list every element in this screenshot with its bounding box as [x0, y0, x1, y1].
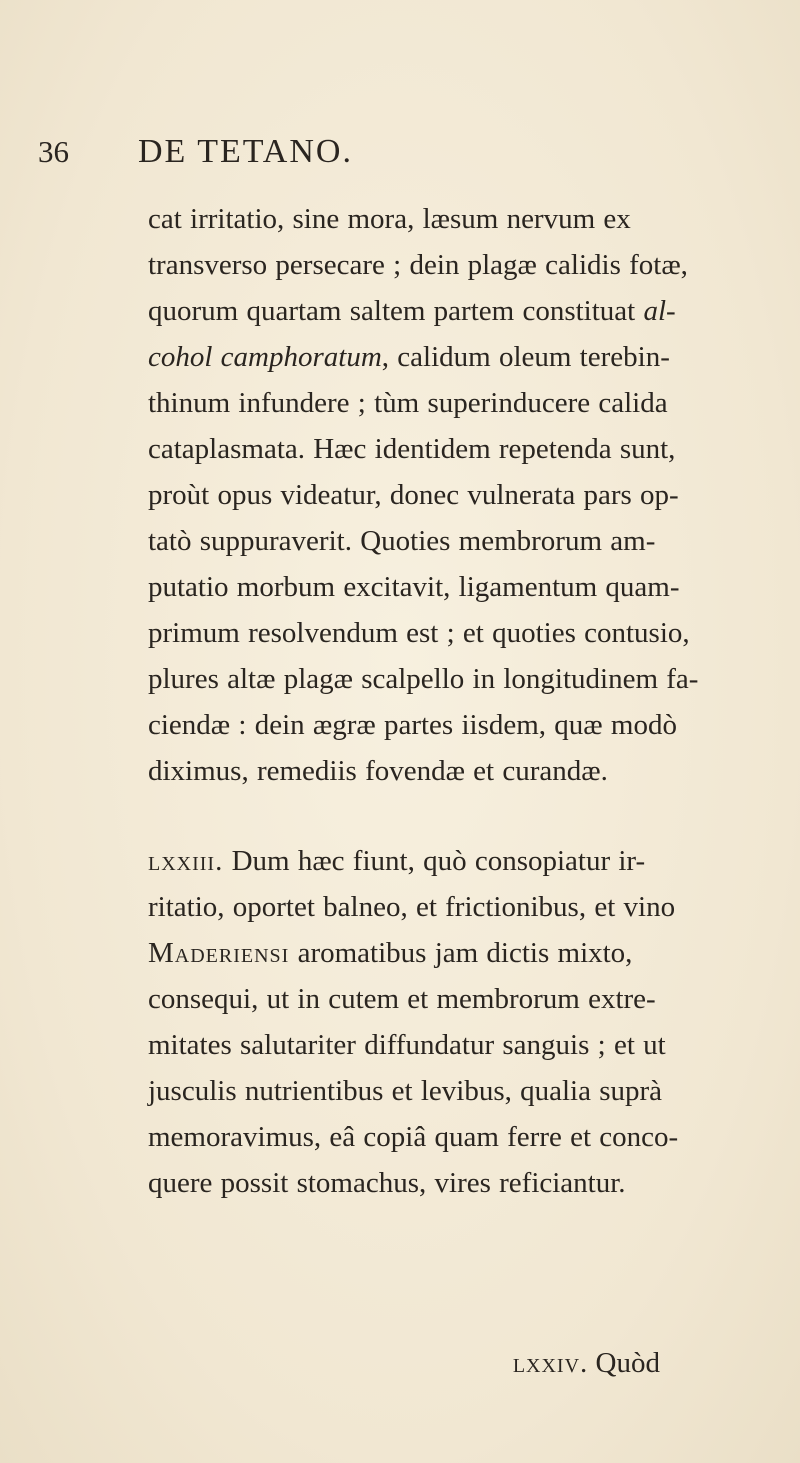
text-line: cat irritatio, sine mora, læsum nervum ex — [148, 203, 631, 235]
text-line: jusculis nutrientibus et levibus, qualia suprà — [148, 1075, 663, 1107]
section-number: lxxiii. — [148, 845, 224, 877]
text-line: transverso persecare ; dein plagæ calidis fotæ, — [148, 249, 688, 281]
body-text — [148, 196, 758, 1206]
catchword — [410, 1340, 660, 1386]
text-line: quere possit stomachus, vires reficiantur. — [148, 1167, 626, 1199]
text-line: ciendæ : dein ægræ partes iisdem, quæ modò — [148, 709, 677, 741]
text-line: cohol camphoratum, calidum oleum terebin- — [148, 341, 670, 373]
text-line: proùt opus videatur, donec vulnerata pars op- — [148, 479, 679, 511]
paragraph-opening-line: lxxiii. Dum hæc fiunt, quò consopiatur ir- — [148, 845, 646, 877]
text-line: consequi, ut in cutem et membrorum extre- — [148, 983, 656, 1015]
text-line: Maderiensi aromatibus jam dictis mixto, — [148, 937, 633, 969]
running-head: DE TETANO. — [138, 133, 353, 170]
catchword-word: Quòd — [595, 1347, 660, 1379]
text-line: mitates salutariter diffundatur sanguis ; et ut — [148, 1029, 666, 1061]
page-number: 36 — [38, 134, 69, 169]
text-line: primum resolvendum est ; et quoties contusio, — [148, 617, 690, 649]
text-line: cataplasmata. Hæc identidem repetenda sunt, — [148, 433, 676, 465]
text-line: diximus, remediis fovendæ et curandæ. — [148, 755, 608, 787]
paragraph-gap — [148, 794, 758, 838]
text-line: quorum quartam saltem partem constituat al- — [148, 295, 676, 327]
catchword-number: lxxiv. — [512, 1347, 589, 1379]
text-line: memoravimus, eâ copiâ quam ferre et conco- — [148, 1121, 679, 1153]
page-header — [38, 132, 758, 182]
text-line: plures altæ plagæ scalpello in longitudinem fa- — [148, 663, 699, 695]
text-line: thinum infundere ; tùm superinducere calida — [148, 387, 668, 419]
text-line: putatio morbum excitavit, ligamentum quam- — [148, 571, 680, 603]
text-line: tatò suppuraverit. Quoties membrorum am- — [148, 525, 656, 557]
text-line: ritatio, oportet balneo, et frictionibus, et vino — [148, 891, 676, 923]
